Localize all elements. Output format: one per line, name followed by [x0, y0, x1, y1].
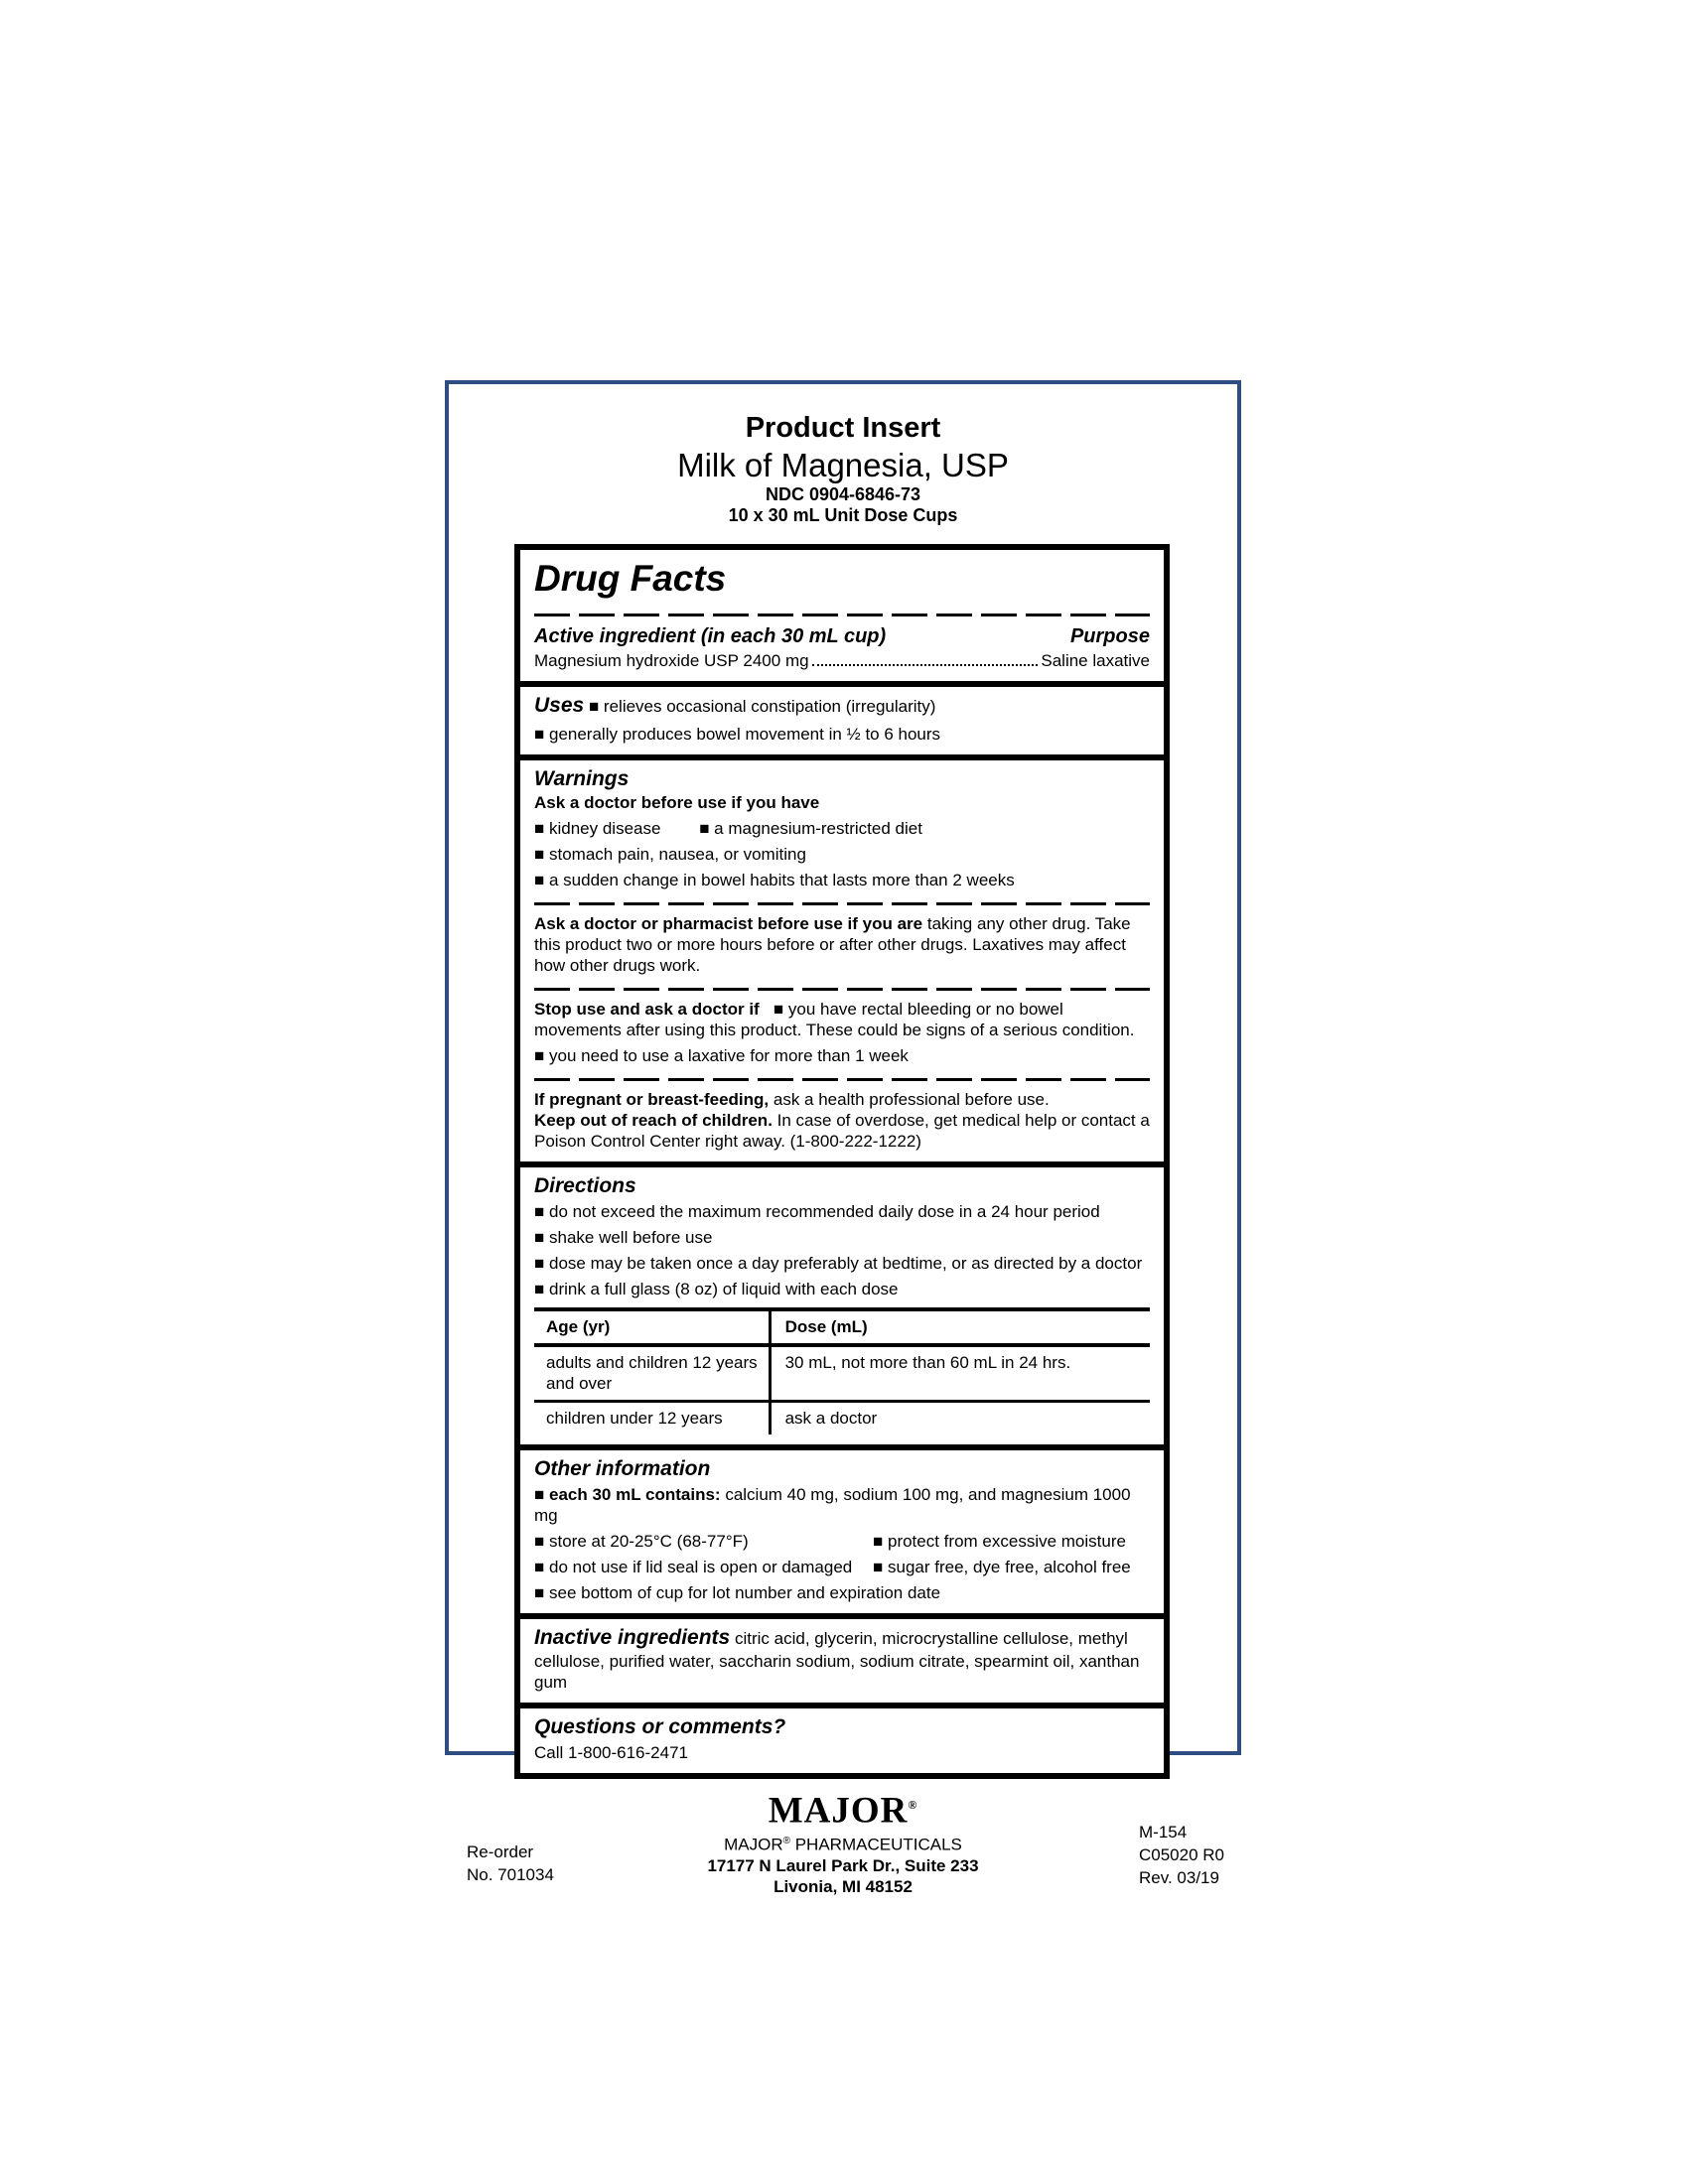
inactive-ingredients-paragraph — [534, 1625, 1150, 1693]
table-header-dose: Dose (mL) — [769, 1311, 1150, 1343]
table-row — [534, 1347, 1150, 1403]
dotted-leader — [812, 664, 1039, 666]
product-name: Milk of Magnesia, USP — [677, 447, 1009, 483]
other-information-heading: Other information — [534, 1457, 711, 1480]
uses-bullet-2: ■ generally produces bowel movement in ½ to 6 hours — [534, 725, 941, 744]
document-codes-block — [1139, 1821, 1224, 1889]
table-row — [534, 1403, 1150, 1434]
dashed-divider — [534, 988, 1150, 991]
stop-use-paragraph — [534, 999, 1150, 1040]
label-footer — [449, 1785, 1237, 1897]
direction-bullet-3: ■ dose may be taken once a day preferably at bedtime, or as directed by a doctor — [534, 1254, 1143, 1273]
major-logo — [449, 1785, 1237, 1831]
company-name-line — [449, 1831, 1237, 1855]
control-code: C05020 R0 — [1139, 1845, 1225, 1864]
questions-phone: Call 1-800-616-2471 — [534, 1743, 688, 1762]
table-cell-age-children: children under 12 years — [546, 1409, 723, 1428]
warning-bullet-kidney: ■ kidney disease — [534, 819, 661, 838]
table-header-age: Age (yr) — [546, 1317, 611, 1336]
keep-out-paragraph — [534, 1110, 1150, 1152]
active-ingredient-row — [534, 650, 1150, 671]
other-info-lid-seal: ■ do not use if lid seal is open or damaged — [534, 1558, 853, 1576]
other-info-lot: ■ see bottom of cup for lot number and expiration date — [534, 1583, 941, 1602]
uses-heading: Uses — [534, 694, 585, 717]
contains-line — [534, 1484, 1150, 1526]
uses-line-1 — [534, 693, 1150, 719]
company-name: MAJOR — [724, 1835, 783, 1854]
inactive-ingredients-text: citric acid, glycerin, microcrystalline cellulose, methyl cellulose, purified water, saccharin sodium, sodium citrate, spearmint oil, xanthan gum — [534, 1629, 1140, 1692]
table-cell-dose-adults: 30 mL, not more than 60 mL in 24 hrs. — [769, 1347, 1150, 1400]
other-info-store: ■ store at 20-25°C (68-77°F) — [534, 1532, 749, 1551]
reorder-block — [467, 1841, 554, 1886]
other-info-moisture: ■ protect from excessive moisture — [873, 1532, 1126, 1551]
other-info-row — [534, 1531, 1150, 1552]
warning-bullet-bowel-habits: ■ a sudden change in bowel habits that lasts more than 2 weeks — [534, 871, 1015, 889]
ask-pharmacist-lead: Ask a doctor or pharmacist before use if you are — [534, 914, 923, 933]
company-suffix: PHARMACEUTICALS — [790, 1835, 962, 1854]
table-cell-dose-children: ask a doctor — [769, 1403, 1150, 1434]
section-other-information — [520, 1444, 1164, 1613]
drug-facts-panel — [514, 544, 1170, 1779]
table-cell-age-adults: adults and children 12 years and over — [546, 1353, 758, 1393]
keep-out-text: In case of overdose, get medical help or contact a Poison Control Center right away. (1-800-222-1222) — [534, 1111, 1150, 1151]
warnings-heading: Warnings — [534, 767, 630, 790]
ask-doctor-lead: Ask a doctor before use if you have — [534, 793, 820, 812]
section-warnings — [520, 754, 1164, 1161]
label-header — [449, 384, 1237, 526]
directions-heading: Directions — [534, 1174, 636, 1197]
section-questions — [520, 1703, 1164, 1773]
revision-date: Rev. 03/19 — [1139, 1868, 1219, 1887]
warning-bullet-row — [534, 818, 1150, 839]
reorder-number: No. 701034 — [467, 1865, 554, 1884]
direction-bullet-2: ■ shake well before use — [534, 1228, 713, 1247]
other-info-sugar-free: ■ sugar free, dye free, alcohol free — [873, 1558, 1131, 1576]
ingredient-name: Magnesium hydroxide USP 2400 mg — [534, 651, 809, 670]
questions-heading: Questions or comments? — [534, 1715, 786, 1738]
registered-mark-icon: ® — [782, 1836, 790, 1847]
pack-size: 10 x 30 mL Unit Dose Cups — [728, 505, 958, 525]
direction-bullet-4: ■ drink a full glass (8 oz) of liquid with each dose — [534, 1280, 899, 1298]
section-inactive-ingredients — [520, 1613, 1164, 1703]
pregnant-paragraph — [534, 1089, 1150, 1110]
uses-bullet-1: ■ relieves occasional constipation (irregularity) — [588, 697, 936, 716]
dashed-divider — [534, 1078, 1150, 1081]
purpose-heading: Purpose — [1069, 625, 1150, 647]
other-info-row — [534, 1557, 1150, 1577]
ask-pharmacist-text: taking any other drug. Take this product two or more hours before or after other drugs. Laxatives may affect how other drugs work. — [534, 914, 1131, 975]
inactive-ingredients-heading: Inactive ingredients — [534, 1626, 731, 1649]
section-active-ingredient — [520, 550, 1164, 681]
active-ingredient-heading-row — [534, 624, 1150, 649]
active-ingredient-heading: Active ingredient (in each 30 mL cup) — [534, 625, 887, 647]
major-logo-text: MAJOR — [768, 1790, 909, 1832]
section-directions — [520, 1161, 1164, 1444]
stop-use-lead: Stop use and ask a doctor if — [534, 1000, 760, 1019]
section-uses — [520, 681, 1164, 754]
warning-bullet-magnesium: ■ a magnesium-restricted diet — [699, 819, 922, 838]
drug-facts-title: Drug Facts — [534, 558, 727, 599]
direction-bullet-1: ■ do not exceed the maximum recommended daily dose in a 24 hour period — [534, 1202, 1100, 1221]
dosage-table — [534, 1307, 1150, 1434]
stop-use-bullet: ■ you need to use a laxative for more than 1 week — [534, 1046, 909, 1065]
company-address-street: 17177 N Laurel Park Dr., Suite 233 — [707, 1855, 979, 1875]
page-title: Product Insert — [745, 412, 941, 444]
ask-pharmacist-paragraph — [534, 913, 1150, 976]
ndc-number: NDC 0904-6846-73 — [765, 484, 921, 504]
product-insert-label — [445, 380, 1241, 1896]
contains-text: calcium 40 mg, sodium 100 mg, and magnesium 1000 mg — [534, 1485, 1131, 1525]
warning-bullet-stomach: ■ stomach pain, nausea, or vomiting — [534, 845, 806, 864]
dashed-divider — [534, 614, 1150, 616]
contains-lead: ■ each 30 mL contains: — [534, 1485, 721, 1504]
registered-mark-icon: ® — [908, 1798, 918, 1812]
dashed-divider — [534, 902, 1150, 905]
keep-out-lead: Keep out of reach of children. — [534, 1111, 773, 1130]
stop-use-text: ■ you have rectal bleeding or no bowel movements after using this product. These could be signs of a serious condition. — [534, 1000, 1135, 1039]
company-address-city: Livonia, MI 48152 — [774, 1876, 913, 1896]
dosage-table-header-row — [534, 1311, 1150, 1347]
reorder-label: Re-order — [467, 1843, 534, 1861]
pregnant-text: ask a health professional before use. — [773, 1090, 1050, 1109]
item-code: M-154 — [1139, 1823, 1188, 1842]
ingredient-purpose: Saline laxative — [1041, 651, 1150, 670]
pregnant-lead: If pregnant or breast-feeding, — [534, 1090, 770, 1109]
